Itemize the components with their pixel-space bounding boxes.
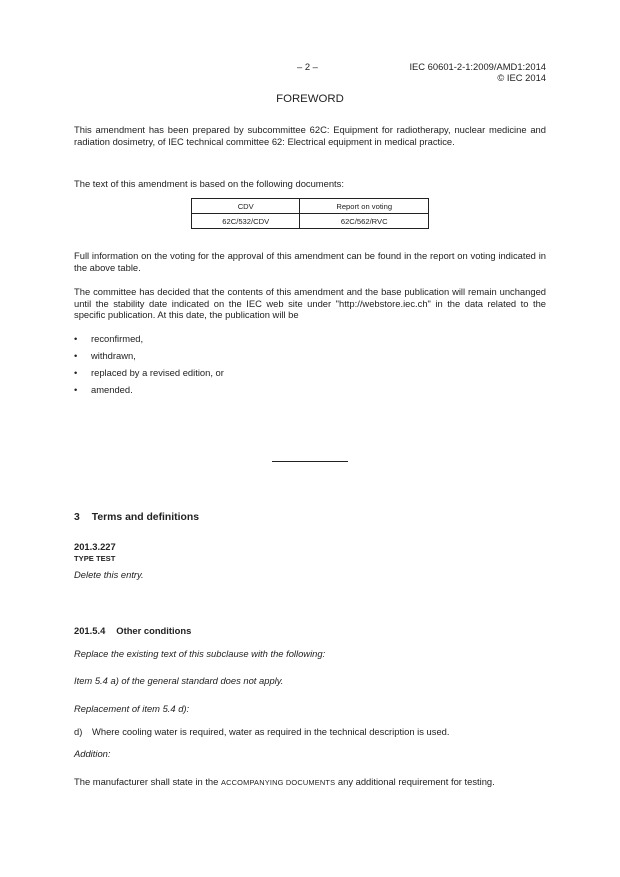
- bullet-icon: •: [74, 384, 78, 395]
- foreword-paragraph-2: The text of this amendment is based on the following documents:: [74, 178, 344, 189]
- foreword-title: FOREWORD: [276, 93, 344, 105]
- documents-table: [191, 198, 429, 229]
- bullet-icon: •: [74, 350, 78, 361]
- bullet-icon: •: [74, 333, 78, 344]
- instruction-replacement: Replacement of item 5.4 d):: [74, 703, 190, 714]
- separator-rule: [272, 461, 348, 462]
- entry-number: 201.3.227: [74, 541, 116, 552]
- document-id: IEC 60601-2-1:2009/AMD1:2014: [409, 61, 546, 72]
- list-item: • withdrawn,: [74, 350, 136, 361]
- list-item: • reconfirmed,: [74, 333, 144, 344]
- list-item: • amended.: [74, 384, 133, 395]
- table-header-cdv: CDV: [192, 199, 300, 214]
- copyright: © IEC 2014: [497, 72, 546, 83]
- instruction-replace: Replace the existing text of this subclause with the following:: [74, 648, 326, 659]
- entry-term: TYPE TEST: [74, 554, 116, 563]
- foreword-paragraph-4: The committee has decided that the contents of this amendment and the base publication will remain unchanged until the stability date indicated on the IEC web site under "http://webstore.iec.ch" in the data related to the specific publication. At this date, the publication will be: [74, 286, 546, 321]
- bullet-icon: •: [74, 367, 78, 378]
- section-3-heading: 3 Terms and definitions: [74, 512, 199, 523]
- foreword-paragraph-1: This amendment has been prepared by subcommittee 62C: Equipment for radiotherapy, nuclear medicine and radiation dosimetry, of IEC technical committee 62: Electrical equipment in medical practice.: [74, 124, 546, 147]
- section-201-5-4-heading: 201.5.4 Other conditions: [74, 625, 192, 636]
- foreword-paragraph-3: Full information on the voting for the approval of this amendment can be found in the report on voting indicated in the above table.: [74, 250, 546, 273]
- instruction-addition: Addition:: [74, 748, 111, 759]
- table-cell: 62C/562/RVC: [300, 214, 429, 229]
- table-cell: 62C/532/CDV: [192, 214, 300, 229]
- table-header-report: Report on voting: [300, 199, 429, 214]
- list-item: • replaced by a revised edition, or: [74, 367, 224, 378]
- table-header-row: [192, 199, 429, 214]
- entry-instruction: Delete this entry.: [74, 569, 144, 580]
- item-text: Item 5.4 a) of the general standard does not apply.: [74, 675, 284, 686]
- document-id-block: [409, 61, 546, 83]
- final-paragraph: The manufacturer shall state in the ACCOMPANYING DOCUMENTS any additional requirement for testing.: [74, 776, 495, 787]
- page-number: – 2 –: [297, 61, 318, 72]
- item-d: d) Where cooling water is required, water as required in the technical description is used.: [74, 726, 450, 737]
- table-row: [192, 214, 429, 229]
